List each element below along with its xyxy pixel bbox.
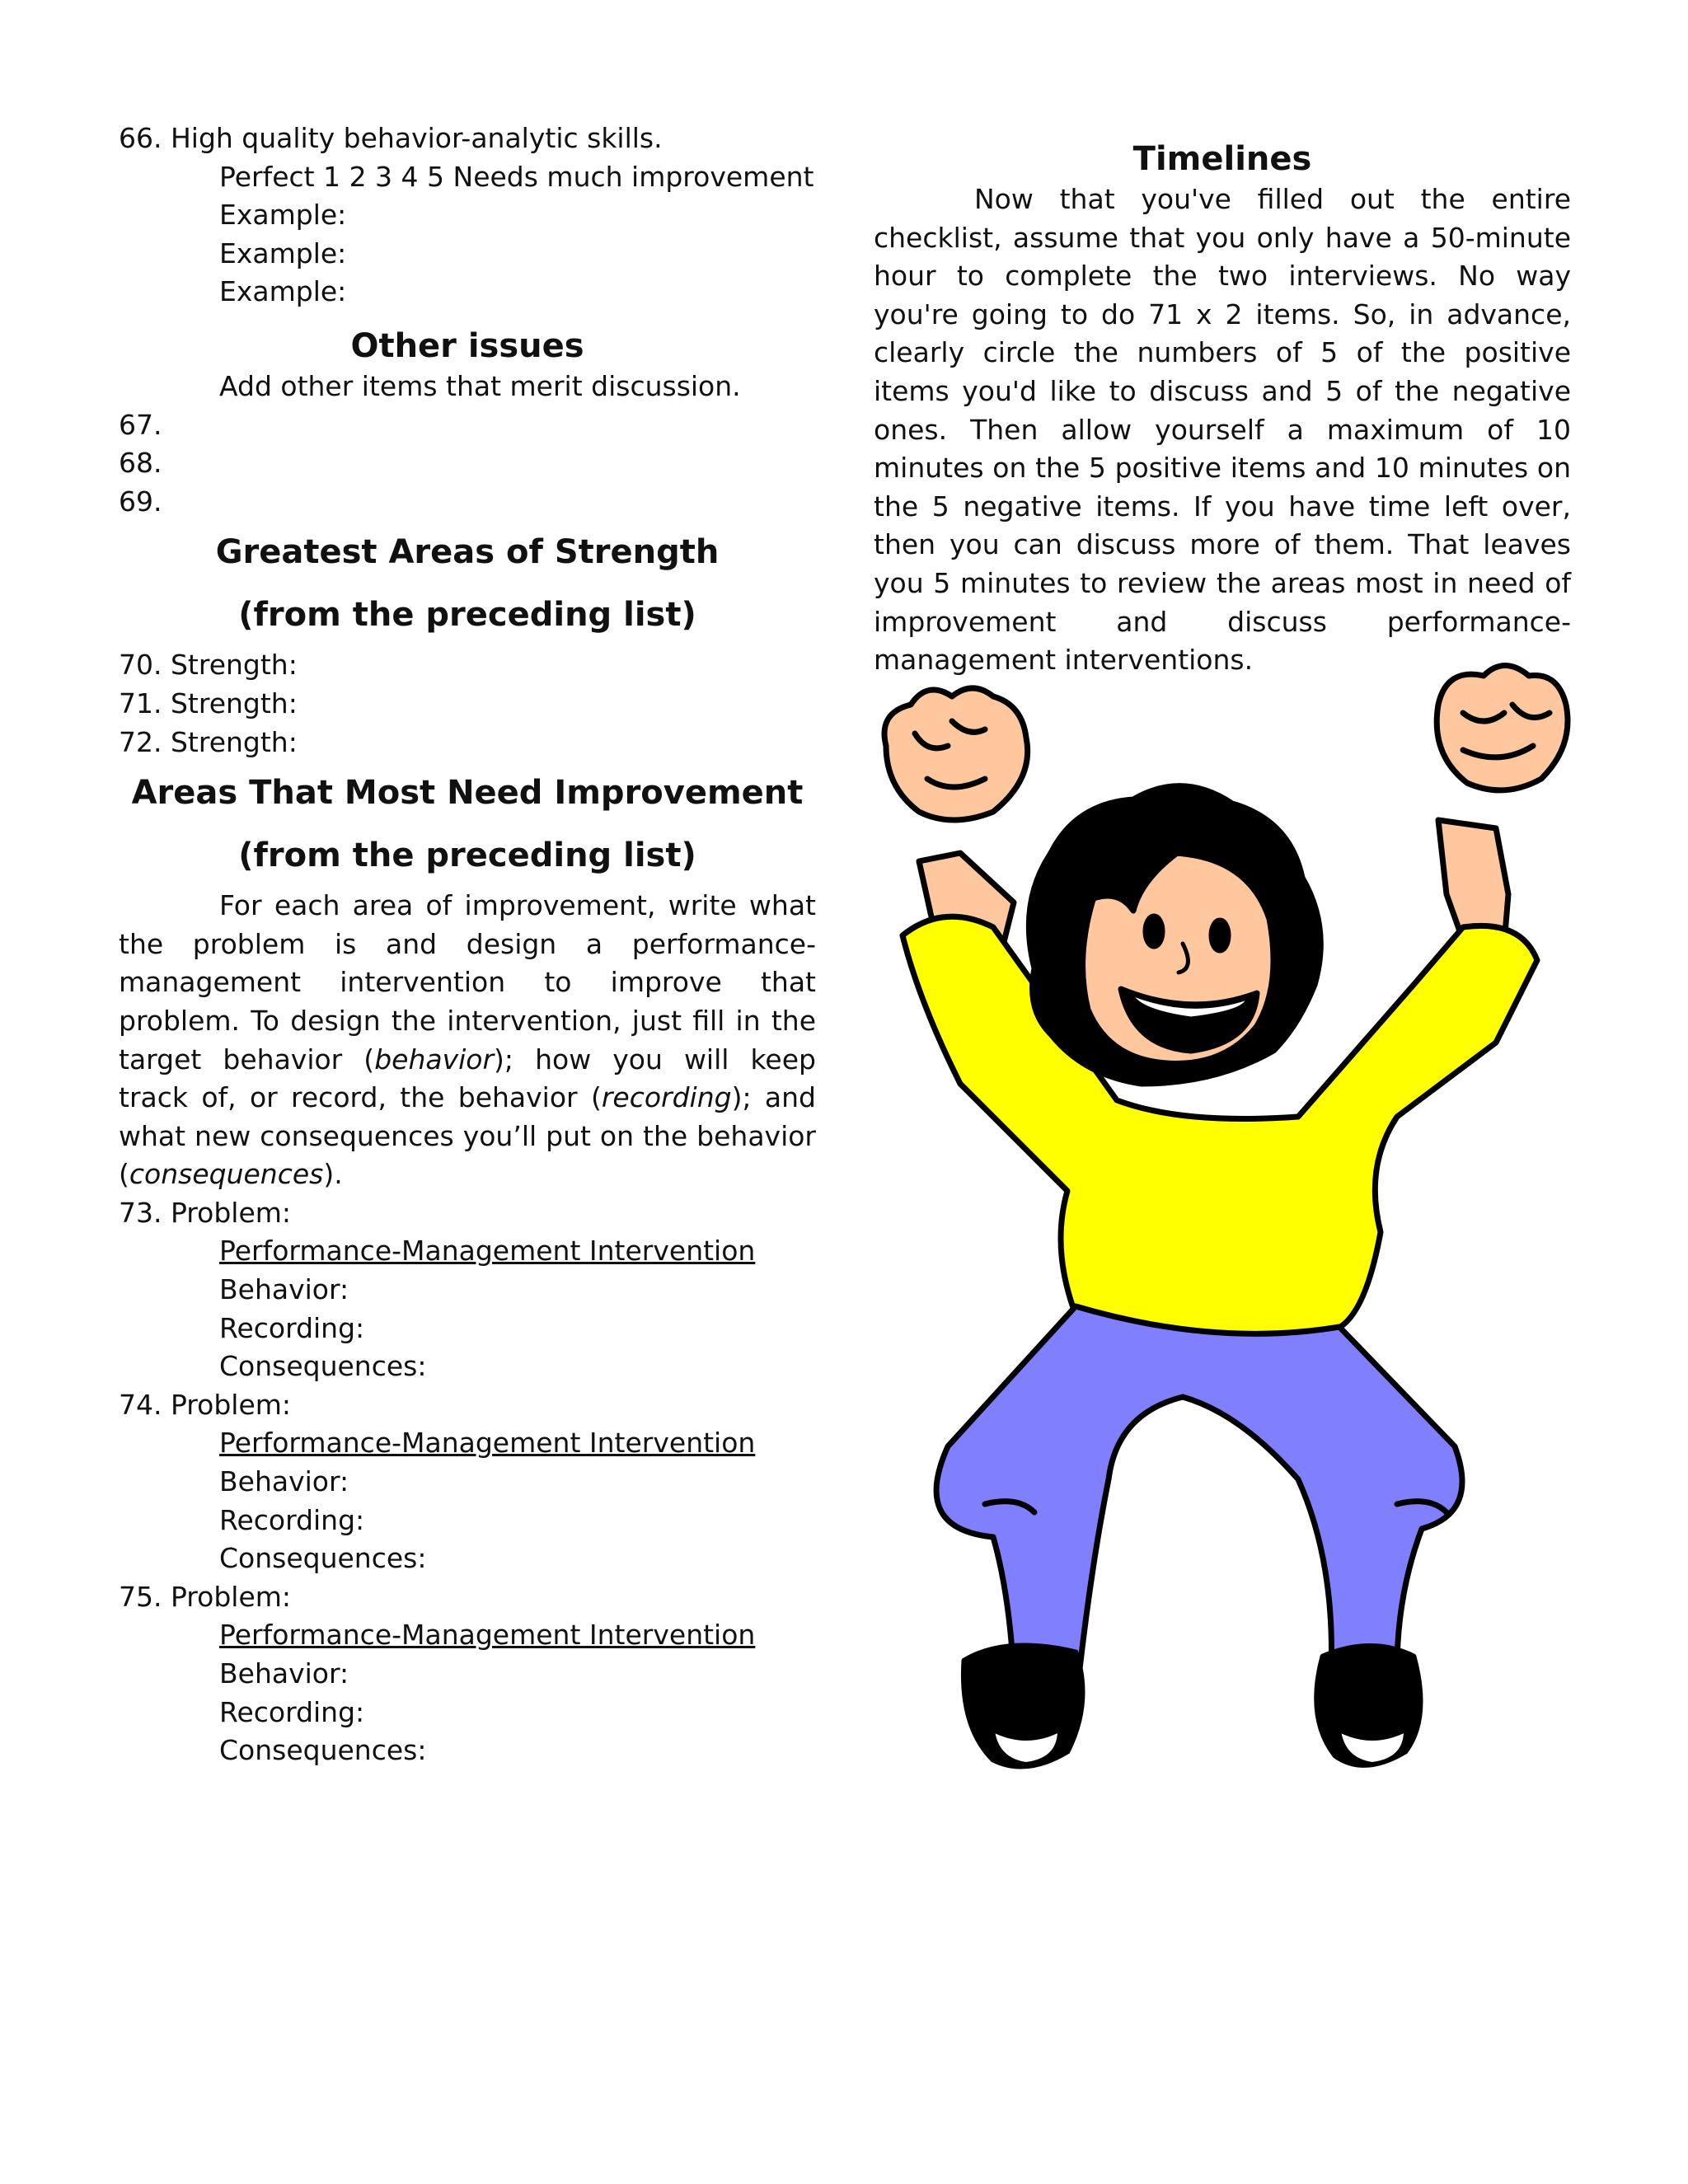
example-line: Example: <box>219 237 347 269</box>
cheering-woman-icon <box>870 655 1578 1813</box>
left-column <box>119 120 816 1770</box>
consequences-label: Consequences: <box>219 1734 427 1767</box>
strength-item: 70. Strength: <box>119 649 298 682</box>
strength-heading: Greatest Areas of Strength <box>215 533 720 572</box>
paragraph-text: ); how you will keep track of, or record, the behavior ( <box>119 1043 816 1114</box>
rating-scale: Perfect 1 2 3 4 5 Needs much improvement <box>219 160 814 193</box>
timelines-paragraph <box>874 180 1571 680</box>
intervention-label: Performance-Management Intervention <box>219 1619 756 1652</box>
intervention-heading <box>119 1424 816 1463</box>
paragraph-emphasis: behavior <box>374 1043 495 1076</box>
other-item: 67. <box>119 408 162 441</box>
recording-label: Recording: <box>219 1503 365 1536</box>
paragraph-emphasis: recording <box>601 1081 732 1114</box>
problem-block <box>119 1578 816 1770</box>
paragraph-text: For each area of improvement, write what the problem is and design a performance-management intervention to improve that problem. To design the intervention, just fill in the target behavior ( <box>119 889 816 1076</box>
problem-label: 75. Problem: <box>119 1580 292 1613</box>
other-issues-heading: Other issues <box>350 326 584 365</box>
problem-block <box>119 1386 816 1578</box>
problem-label: 73. Problem: <box>119 1196 292 1229</box>
intervention-label: Performance-Management Intervention <box>219 1427 756 1460</box>
paragraph-emphasis: consequences <box>129 1158 324 1191</box>
intervention-heading <box>119 1232 816 1271</box>
right-column <box>874 120 1571 680</box>
other-issues-intro: Add other items that merit discussion. <box>219 369 741 402</box>
intervention-label: Performance-Management Intervention <box>219 1235 756 1268</box>
pants <box>936 1306 1462 1684</box>
right-fist <box>1437 666 1568 790</box>
consequences-label: Consequences: <box>219 1350 427 1383</box>
consequences-label: Consequences: <box>219 1542 427 1575</box>
paragraph-text: ). <box>323 1158 343 1191</box>
improvement-heading: Areas That Most Need Improvement <box>131 774 804 813</box>
timelines-text: Now that you've filled out the entire checklist, assume that you only have a 50-minute hour to complete the two interviews. No way you're going to do 71 x 2 items. So, in advance, clearly circle the numbers of 5 of the positive items you'd like to discuss and 5 of the negative ones. Then allow yourself a maximum of 10 minutes on the 5 positive items and 10 minutes on the 5 negative items. If you have time left over, then you can discuss more of them. That leaves you 5 minutes to review the areas most in need of improvement and discuss performance-management interventions. <box>874 183 1571 677</box>
other-item: 68. <box>119 447 162 480</box>
strength-item: 71. Strength: <box>119 687 298 719</box>
behavior-label: Behavior: <box>219 1273 349 1306</box>
improvement-paragraph <box>119 887 816 1194</box>
improvement-subheading: (from the preceding list) <box>238 837 696 875</box>
example-line: Example: <box>219 275 347 308</box>
behavior-label: Behavior: <box>219 1657 349 1690</box>
recording-label: Recording: <box>219 1311 365 1344</box>
behavior-label: Behavior: <box>219 1465 349 1498</box>
strength-item: 72. Strength: <box>119 725 298 758</box>
item-66-title: 66. High quality behavior-analytic skills. <box>119 122 663 154</box>
other-item: 69. <box>119 485 162 518</box>
left-fist <box>884 688 1028 820</box>
problem-label: 74. Problem: <box>119 1388 292 1421</box>
timelines-heading: Timelines <box>1132 140 1312 178</box>
intervention-heading <box>119 1616 816 1655</box>
example-line: Example: <box>219 199 347 232</box>
strength-subheading: (from the preceding list) <box>238 596 696 635</box>
problem-block <box>119 1194 816 1386</box>
recording-label: Recording: <box>219 1695 365 1728</box>
paragraph-text: ); and what new consequences you’ll put on the behavior ( <box>119 1081 816 1191</box>
